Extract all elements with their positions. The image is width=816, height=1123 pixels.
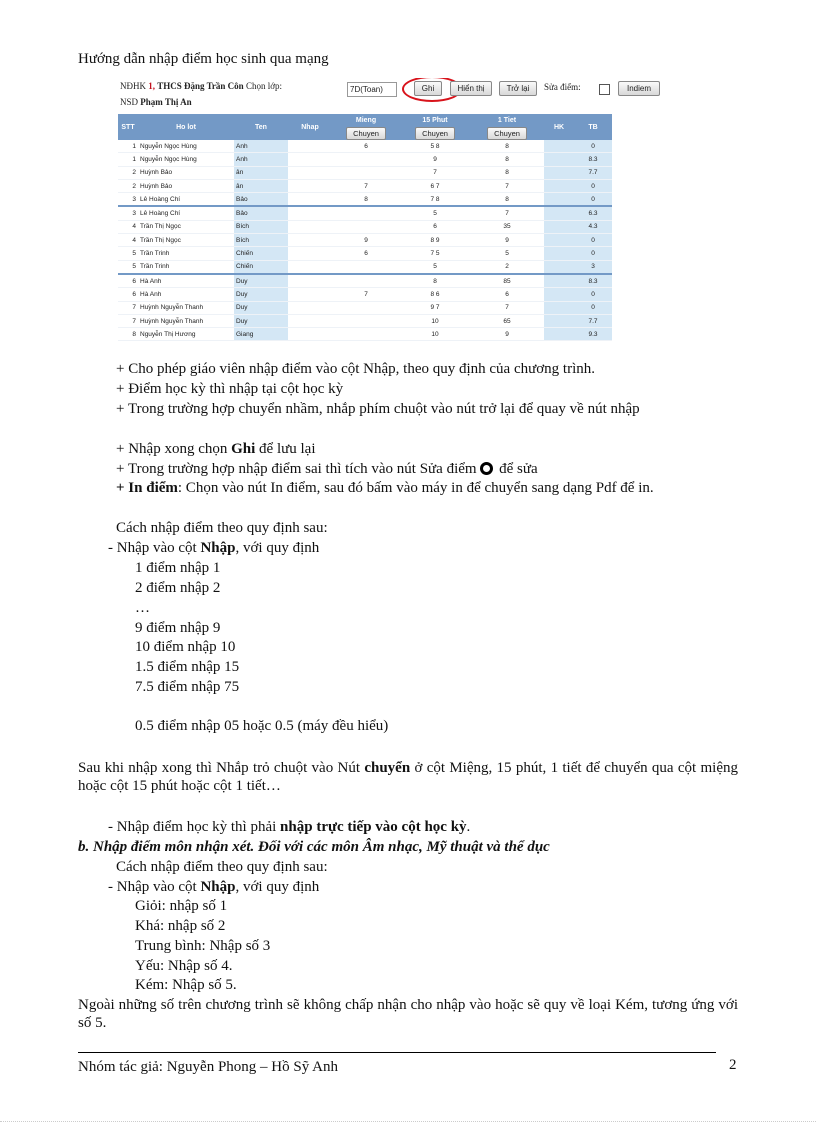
row-hk[interactable]: [544, 260, 574, 274]
row-stt: 6: [118, 274, 138, 288]
row-ten: Chiến: [234, 247, 288, 260]
footer-authors: Nhóm tác giả: Nguyễn Phong – Hồ Sỹ Anh: [78, 1059, 338, 1075]
row-holot: Nguyễn Ngọc Hùng: [138, 140, 234, 153]
row-holot: Hà Anh: [138, 288, 234, 301]
row-ten: Bảo: [234, 206, 288, 220]
rule1-item: …: [135, 600, 150, 616]
row-holot: Huỳnh Bảo: [138, 166, 234, 179]
bullet-2: + Điểm học kỳ thì nhập tại cột học kỳ: [116, 381, 344, 397]
row-mieng: [332, 166, 400, 179]
row-15phut: 10: [400, 328, 470, 341]
row-holot: Trần Trinh: [138, 260, 234, 274]
row-1tiet: 7: [470, 179, 544, 192]
row-ten: ân: [234, 166, 288, 179]
table-row: [118, 140, 612, 153]
row-15phut: 6: [400, 220, 470, 233]
row-stt: 2: [118, 179, 138, 192]
col-holot: Ho lot: [138, 114, 234, 140]
row-ten: Giang: [234, 328, 288, 341]
row-nhap[interactable]: [288, 193, 332, 207]
rule2-item: Khá: nhập số 2: [135, 918, 226, 934]
row-mieng: 9: [332, 234, 400, 247]
row-tb: 0: [574, 140, 612, 153]
rule2-intro: Cách nhập điểm theo quy định sau:: [116, 859, 328, 875]
row-mieng: [332, 328, 400, 341]
row-mieng: [332, 314, 400, 327]
row-stt: 4: [118, 220, 138, 233]
row-mieng: 7: [332, 288, 400, 301]
row-nhap[interactable]: [288, 166, 332, 179]
rule1-item: 1 điểm nhập 1: [135, 560, 221, 576]
row-15phut: 9: [400, 153, 470, 166]
row-hk[interactable]: [544, 288, 574, 301]
col-mieng: Mieng: [332, 114, 400, 126]
page-heading: Hướng dẫn nhập điểm học sinh qua mạng: [78, 51, 329, 67]
rule2-item: Yếu: Nhập số 4.: [135, 958, 233, 974]
row-holot: Trần Thị Ngọc: [138, 234, 234, 247]
row-ten: Anh: [234, 153, 288, 166]
row-ten: Duy: [234, 288, 288, 301]
col-15phut: 15 Phut: [400, 114, 470, 126]
row-stt: 6: [118, 288, 138, 301]
row-mieng: [332, 220, 400, 233]
table-row: [118, 234, 612, 247]
col-tb: TB: [574, 114, 612, 140]
chuyen-mieng-button[interactable]: Chuyen: [346, 127, 386, 140]
bullet-3: + Trong trường hợp chuyển nhầm, nhắp phím chuột vào nút trở lại để quay về nút nhập: [116, 401, 640, 417]
rule1-item: 10 điểm nhập 10: [135, 639, 236, 655]
row-15phut: 8 6: [400, 288, 470, 301]
closing-paragraph: Ngoài những số trên chương trình sẽ không chấp nhận cho nhập vào hoặc sẽ quy về loại Kém, tương ứng với số 5.: [78, 997, 738, 1031]
row-tb: 0: [574, 301, 612, 314]
row-ten: Bích: [234, 220, 288, 233]
ghi-button[interactable]: Ghi: [414, 81, 442, 96]
row-nhap[interactable]: [288, 234, 332, 247]
row-mieng: 6: [332, 140, 400, 153]
row-hk[interactable]: [544, 274, 574, 288]
chuyen-1tiet-button[interactable]: Chuyen: [487, 127, 527, 140]
row-1tiet: 85: [470, 274, 544, 288]
row-mieng: [332, 274, 400, 288]
row-hk[interactable]: [544, 301, 574, 314]
row-holot: Nguyễn Ngọc Hùng: [138, 153, 234, 166]
row-mieng: [332, 260, 400, 274]
grade-entry-screenshot: [118, 78, 668, 348]
row-stt: 3: [118, 206, 138, 220]
row-nhap[interactable]: [288, 206, 332, 220]
row-ten: Anh: [234, 140, 288, 153]
row-stt: 8: [118, 328, 138, 341]
sua-diem-checkbox[interactable]: [599, 84, 610, 95]
bullet-4: + Nhập xong chọn Ghi để lưu lại: [116, 441, 316, 457]
col-1tiet: 1 Tiet: [470, 114, 544, 126]
row-15phut: 6 7: [400, 179, 470, 192]
row-holot: Trần Thị Ngọc: [138, 220, 234, 233]
row-nhap[interactable]: [288, 314, 332, 327]
ndhk-label: NĐHK: [120, 81, 146, 91]
table-row: [118, 301, 612, 314]
col-hk: HK: [544, 114, 574, 140]
row-tb: 0: [574, 288, 612, 301]
row-hk[interactable]: [544, 166, 574, 179]
rule2-item: Kém: Nhập số 5.: [135, 977, 237, 993]
row-nhap[interactable]: [288, 301, 332, 314]
row-tb: 3: [574, 260, 612, 274]
row-hk[interactable]: [544, 140, 574, 153]
row-15phut: 7 5: [400, 247, 470, 260]
row-1tiet: 5: [470, 247, 544, 260]
row-holot: Lê Hoàng Chí: [138, 206, 234, 220]
row-tb: 0: [574, 193, 612, 207]
nsd-name: Phạm Thị An: [140, 97, 192, 107]
row-mieng: [332, 301, 400, 314]
row-tb: 8.3: [574, 153, 612, 166]
chuyen-15phut-button[interactable]: Chuyen: [415, 127, 455, 140]
table-row: [118, 153, 612, 166]
row-tb: 0: [574, 234, 612, 247]
row-nhap[interactable]: [288, 288, 332, 301]
row-holot: Huỳnh Bảo: [138, 179, 234, 192]
row-mieng: [332, 206, 400, 220]
tro-lai-button[interactable]: Trở lại: [499, 81, 537, 96]
row-hk[interactable]: [544, 314, 574, 327]
row-holot: Trần Trinh: [138, 247, 234, 260]
table-row: [118, 166, 612, 179]
rule1-intro: Cách nhập điểm theo quy định sau:: [116, 520, 328, 536]
screenshot-header: [120, 81, 282, 91]
row-holot: Lê Hoàng Chí: [138, 193, 234, 207]
rule1-item: 1.5 điểm nhập 15: [135, 659, 240, 675]
row-mieng: 8: [332, 193, 400, 207]
row-ten: Duy: [234, 301, 288, 314]
table-row: [118, 193, 612, 207]
row-ten: ân: [234, 179, 288, 192]
row-15phut: 7: [400, 166, 470, 179]
row-15phut: 5: [400, 206, 470, 220]
rule2-dash: - Nhập vào cột Nhập, với quy định: [108, 879, 320, 895]
row-hk[interactable]: [544, 206, 574, 220]
row-tb: 6.3: [574, 206, 612, 220]
row-holot: Huỳnh Nguyễn Thanh: [138, 301, 234, 314]
row-nhap[interactable]: [288, 328, 332, 341]
row-nhap[interactable]: [288, 153, 332, 166]
rule1-item: 9 điểm nhập 9: [135, 620, 221, 636]
table-row: [118, 314, 612, 327]
row-ten: Duy: [234, 314, 288, 327]
row-15phut: 10: [400, 314, 470, 327]
row-nhap[interactable]: [288, 140, 332, 153]
row-1tiet: 35: [470, 220, 544, 233]
table-row: [118, 274, 612, 288]
class-select[interactable]: 7D(Toan): [347, 82, 397, 97]
row-tb: 8.3: [574, 274, 612, 288]
row-ten: Bảo: [234, 193, 288, 207]
row-ten: Bích: [234, 234, 288, 247]
school-name: THCS Đặng Trần Côn: [157, 81, 244, 91]
row-stt: 2: [118, 166, 138, 179]
row-15phut: 9 7: [400, 301, 470, 314]
row-1tiet: 6: [470, 288, 544, 301]
row-hk[interactable]: [544, 179, 574, 192]
rule1-item: 2 điểm nhập 2: [135, 580, 221, 596]
row-holot: Huỳnh Nguyễn Thanh: [138, 314, 234, 327]
row-tb: 9.3: [574, 328, 612, 341]
radio-icon: [480, 462, 493, 475]
row-holot: Hà Anh: [138, 274, 234, 288]
row-nhap[interactable]: [288, 220, 332, 233]
rule1-item: 7.5 điểm nhập 75: [135, 679, 240, 695]
row-nhap[interactable]: [288, 274, 332, 288]
row-stt: 3: [118, 193, 138, 207]
row-mieng: [332, 153, 400, 166]
rule2-item: Giỏi: nhập số 1: [135, 898, 228, 914]
bullet-1: + Cho phép giáo viên nhập điểm vào cột Nhập, theo quy định của chương trình.: [116, 361, 596, 377]
row-ten: Chiến: [234, 260, 288, 274]
bullet-5: + Trong trường hợp nhập điểm sai thì tích vào nút Sửa điểm để sửa: [116, 461, 538, 477]
row-nhap[interactable]: [288, 247, 332, 260]
sua-diem-label: Sửa điểm:: [544, 82, 581, 92]
row-hk[interactable]: [544, 220, 574, 233]
col-ten: Ten: [234, 114, 288, 140]
row-stt: 4: [118, 234, 138, 247]
table-row: [118, 288, 612, 301]
row-stt: 7: [118, 314, 138, 327]
row-1tiet: 9: [470, 328, 544, 341]
row-tb: 0: [574, 247, 612, 260]
row-stt: 1: [118, 140, 138, 153]
table-row: [118, 179, 612, 192]
in-diem-button[interactable]: Indiem: [618, 81, 660, 96]
chon-lop-label: Chọn lớp:: [245, 81, 282, 91]
row-1tiet: 8: [470, 166, 544, 179]
row-15phut: 8: [400, 274, 470, 288]
row-1tiet: 2: [470, 260, 544, 274]
row-hk[interactable]: [544, 328, 574, 341]
table-row: [118, 260, 612, 274]
row-1tiet: 7: [470, 206, 544, 220]
row-1tiet: 8: [470, 140, 544, 153]
footer-rule: [78, 1052, 716, 1053]
hien-thi-button[interactable]: Hiển thị: [450, 81, 492, 96]
row-tb: 7.7: [574, 314, 612, 327]
row-hk[interactable]: [544, 193, 574, 207]
bullet-6: + In điểm: Chọn vào nút In điểm, sau đó bấm vào máy in để chuyển sang dạng Pdf để in.: [116, 480, 654, 496]
table-row: [118, 206, 612, 220]
rule1-last: 0.5 điểm nhập 05 hoặc 0.5 (máy đều hiểu): [135, 718, 389, 734]
row-nhap[interactable]: [288, 260, 332, 274]
table-row: [118, 328, 612, 341]
hk-rule: - Nhập điểm học kỳ thì phải nhập trực tiếp vào cột học kỳ.: [108, 819, 471, 835]
nsd-line: [120, 97, 192, 107]
row-tb: 0: [574, 179, 612, 192]
table-row: [118, 247, 612, 260]
row-hk[interactable]: [544, 153, 574, 166]
row-stt: 5: [118, 260, 138, 274]
row-15phut: 5: [400, 260, 470, 274]
nsd-label: NSD: [120, 97, 139, 107]
row-1tiet: 7: [470, 301, 544, 314]
row-stt: 7: [118, 301, 138, 314]
page-bottom-border: [0, 1121, 816, 1122]
row-15phut: 5 8: [400, 140, 470, 153]
row-holot: Nguyễn Thị Hương: [138, 328, 234, 341]
row-stt: 1: [118, 153, 138, 166]
row-mieng: 7: [332, 179, 400, 192]
row-ten: Duy: [234, 274, 288, 288]
rule2-item: Trung bình: Nhập số 3: [135, 938, 271, 954]
rule1-dash: - Nhập vào cột Nhập, với quy định: [108, 540, 320, 556]
row-mieng: 6: [332, 247, 400, 260]
table-row: [118, 220, 612, 233]
row-15phut: 7 8: [400, 193, 470, 207]
row-tb: 7.7: [574, 166, 612, 179]
row-1tiet: 9: [470, 234, 544, 247]
page-number: 2: [729, 1057, 737, 1073]
ndhk-value: 1,: [148, 81, 155, 91]
row-15phut: 8 9: [400, 234, 470, 247]
chuyen-paragraph: Sau khi nhập xong thì Nhắp trỏ chuột vào Nút chuyển ở cột Miệng, 15 phút, 1 tiết để chuyển qua cột miệng hoặc cột 15 phút hoặc cột 1 tiết…: [78, 760, 738, 794]
row-hk[interactable]: [544, 247, 574, 260]
col-stt: STT: [118, 114, 138, 140]
row-hk[interactable]: [544, 234, 574, 247]
row-tb: 4.3: [574, 220, 612, 233]
row-nhap[interactable]: [288, 179, 332, 192]
row-1tiet: 8: [470, 153, 544, 166]
grades-table: [118, 114, 612, 341]
row-1tiet: 8: [470, 193, 544, 207]
section-b-heading: b. Nhập điểm môn nhận xét. Đối với các môn Âm nhạc, Mỹ thuật và thể dục: [78, 839, 550, 855]
row-stt: 5: [118, 247, 138, 260]
row-1tiet: 65: [470, 314, 544, 327]
col-nhap: Nhap: [288, 114, 332, 140]
